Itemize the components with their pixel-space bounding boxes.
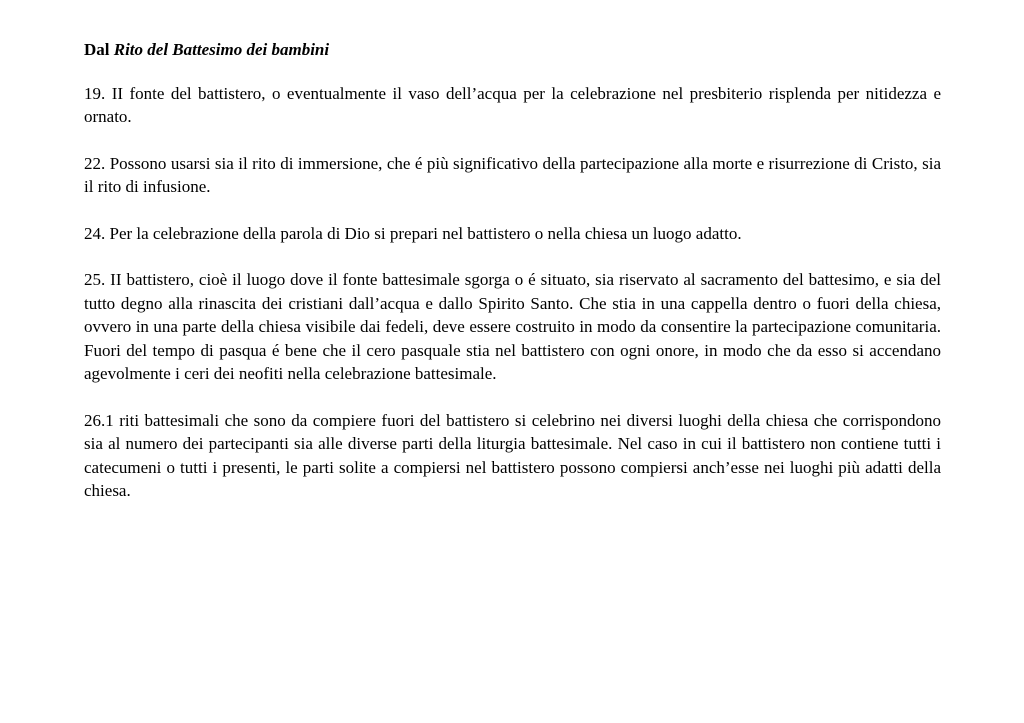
paragraph-24: 24. Per la celebrazione della parola di Dio si prepari nel battistero o nella chiesa un luogo adatto. <box>84 223 742 243</box>
paragraph-26: 26.1 riti battesimali che sono da compiere fuori del battistero si celebrino nei diversi luoghi della chiesa che corrispondono sia al numero dei partecipanti sia alle diverse parti della liturgia battesimale. Nel caso in cui il battistero non contiene tutti i catecumeni o tutti i presenti, le parti solite a compiersi nel battistero possono compiersi anch’esse nei luoghi più adatti della chiesa. <box>84 410 941 500</box>
heading-prefix: Dal <box>84 40 114 59</box>
document-heading <box>84 38 941 62</box>
paragraph-25: 25. II battistero, cioè il luogo dove il fonte battesimale sgorga o é situato, sia riservato al sacramento del battesimo, e sia del tutto degno alla rinascita dei cristiani dall’acqua e dallo Spirito Santo. Che stia in una cappella dentro o fuori della chiesa, ovvero in una parte della chiesa visibile dai fedeli, deve essere costruito in modo da consentire la partecipazione comunitaria. Fuori del tempo di pasqua é bene che il cero pasquale stia nel battistero con ogni onore, in modo che da esso si accendano agevolmente i ceri dei neofiti nella celebrazione battesimale. <box>84 270 941 383</box>
document-body <box>84 38 941 526</box>
heading-title: Rito del Battesimo dei bambini <box>113 40 330 59</box>
paragraph-19: 19. II fonte del battistero, o eventualmente il vaso dell’acqua per la celebrazione nel presbiterio risplenda per nitidezza e ornato. <box>84 83 941 126</box>
paragraph-22: 22. Possono usarsi sia il rito di immersione, che é più significativo della partecipazione alla morte e risurrezione di Cristo, sia il rito di infusione. <box>84 153 941 196</box>
